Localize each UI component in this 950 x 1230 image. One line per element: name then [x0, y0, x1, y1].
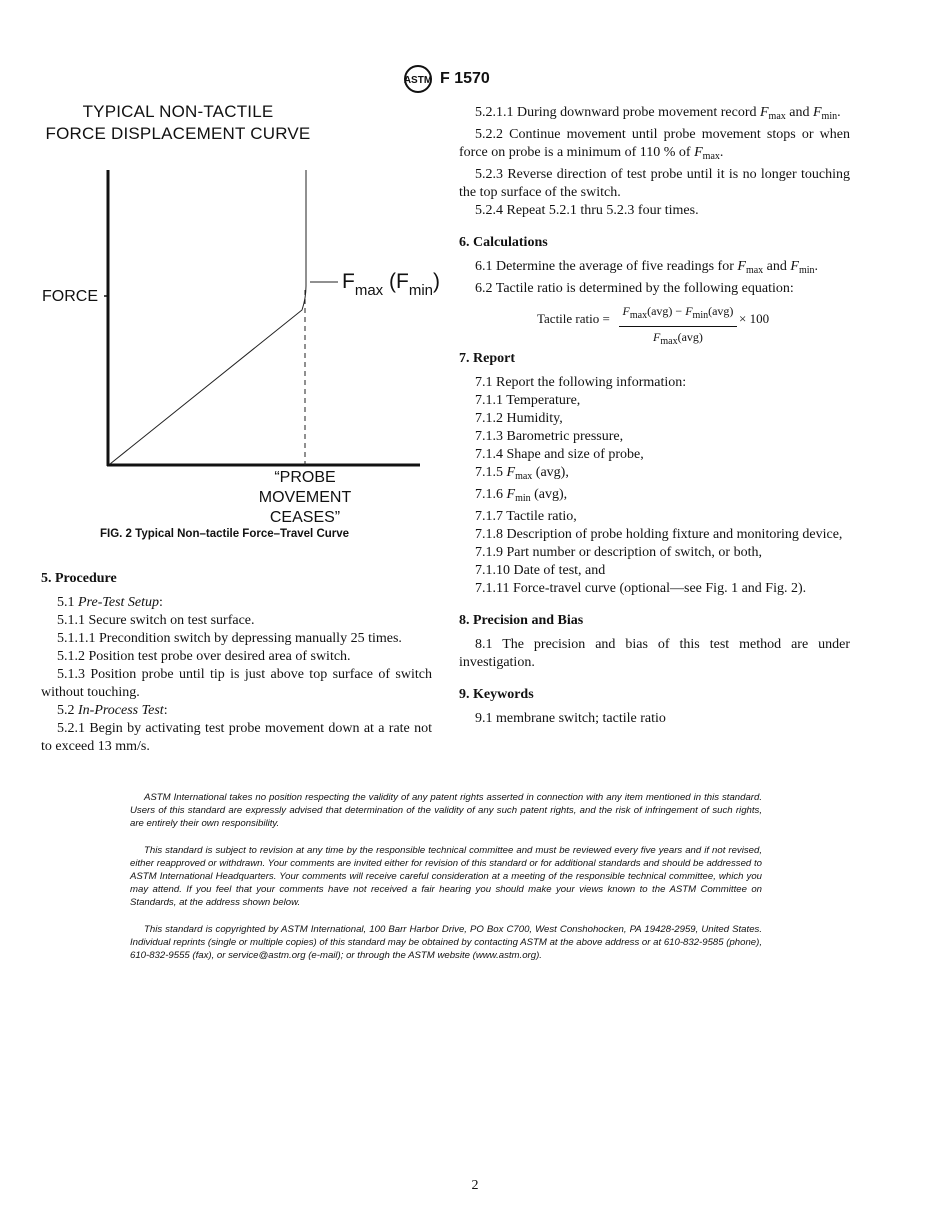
- para-7-1-6: 7.1.6 $F_{min}$ (avg),: [475, 487, 568, 504]
- revision-notice: This standard is subject to revision at any time by the responsible technical committee and must be reviewed every five years and if not revised, either reapproved or withdrawn. Your comments are invited either for revision of this standard or for additional standards and should be addressed to ASTM International Headquarters. Your comments will receive careful consideration at a meeting of the responsible technical committee, which you may attend. If you feel that your comments have not received a fair hearing you should make your views known to the ASTM Committee on Standards, at the address shown below.: [130, 845, 762, 908]
- figure-title-line2: FORCE DISPLACEMENT CURVE: [45, 124, 311, 143]
- astm-logo-icon: [400, 64, 436, 94]
- patent-notice: ASTM International takes no position respecting the validity of any patent rights asserted in connection with any item mentioned in this standard. Users of this standard are expressly advised that determination of the validity of any such patent rights, and the risk of infringement of such rights, are entirely their own responsibility.: [130, 792, 762, 829]
- para-5-1-2: 5.1.2 Position test probe over desired area of switch.: [57, 649, 351, 664]
- section-8-heading: 8. Precision and Bias: [459, 613, 584, 628]
- para-5-1: 5.1 Pre-Test Setup:: [57, 595, 163, 610]
- page-number: 2: [471, 1178, 479, 1193]
- para-7-1-4: 7.1.4 Shape and size of probe,: [475, 447, 644, 462]
- para-8-1: 8.1 The precision and bias of this test method are under investigation.: [459, 637, 850, 670]
- para-5-2: 5.2 In-Process Test:: [57, 703, 168, 718]
- force-curve: [110, 170, 306, 464]
- para-7-1: 7.1 Report the following information:: [475, 375, 687, 390]
- para-5-2-3: 5.2.3 Reverse direction of test probe until it is no longer touching the top surface of the switch.: [459, 167, 850, 200]
- figure-2: [40, 100, 441, 550]
- para-5-1-1: 5.1.1 Secure switch on test surface.: [57, 613, 255, 628]
- para-9-1: 9.1 membrane switch; tactile ratio: [475, 711, 666, 726]
- para-7-1-8: 7.1.8 Description of probe holding fixture and monitoring device,: [475, 527, 843, 542]
- y-axis-label: FORCE: [42, 288, 98, 305]
- svg-text:ASTM: ASTM: [403, 75, 433, 86]
- probe-movement-label: “PROBE MOVEMENT CEASES”: [258, 469, 352, 526]
- right-column: [459, 104, 850, 728]
- figure-caption: FIG. 2 Typical Non–tactile Force–Travel Curve: [100, 528, 350, 540]
- section-9-heading: 9. Keywords: [459, 687, 534, 702]
- section-6-heading: 6. Calculations: [459, 235, 548, 250]
- para-7-1-2: 7.1.2 Humidity,: [475, 411, 563, 426]
- para-7-1-10: 7.1.10 Date of test, and: [475, 563, 606, 578]
- para-5-1-1-1: 5.1.1.1 Precondition switch by depressing manually 25 times.: [57, 631, 402, 646]
- para-7-1-3: 7.1.3 Barometric pressure,: [475, 429, 624, 444]
- page-header: [0, 64, 950, 96]
- para-5-1-3: 5.1.3 Position probe until tip is just above top surface of switch without touching.: [41, 667, 432, 700]
- para-6-1: 6.1 Determine the average of five readings for $F_{max}$ and $F_{min}$.: [475, 259, 819, 276]
- para-6-2: 6.2 Tactile ratio is determined by the following equation:: [475, 281, 794, 296]
- section-7-heading: 7. Report: [459, 351, 515, 366]
- para-5-2-1: 5.2.1 Begin by activating test probe movement down at a rate not to exceed 13 mm/s.: [41, 721, 432, 754]
- para-7-1-1: 7.1.1 Temperature,: [475, 393, 581, 408]
- legal-notices: [130, 791, 762, 976]
- para-7-1-11: 7.1.11 Force-travel curve (optional—see Fig. 1 and Fig. 2).: [475, 581, 807, 596]
- para-5-2-2: 5.2.2 Continue movement until probe movement stops or when force on probe is a minimum of 110 % of $F_{max}$.: [459, 127, 850, 162]
- copyright-notice: This standard is copyrighted by ASTM International, 100 Barr Harbor Drive, PO Box C700, West Conshohocken, PA 19428-2959, United States. Individual reprints (single or multiple copies) of this standard may be obtained by contacting ASTM at the above address or at 610-832-9585 (phone), 610-832-9555 (fax), or service@astm.org (e-mail); or through the ASTM website (www.astm.org).: [130, 924, 762, 961]
- para-7-1-5: 7.1.5 $F_{max}$ (avg),: [475, 465, 569, 482]
- section-5-heading: 5. Procedure: [41, 571, 117, 586]
- left-column: [41, 570, 432, 756]
- para-7-1-9: 7.1.9 Part number or description of switch, or both,: [475, 545, 762, 560]
- standard-designation: F 1570: [440, 70, 490, 87]
- para-7-1-7: 7.1.7 Tactile ratio,: [475, 509, 577, 524]
- para-5-2-4: 5.2.4 Repeat 5.2.1 thru 5.2.3 four times.: [475, 203, 699, 218]
- force-travel-curve: [40, 100, 432, 550]
- tactile-ratio-equation: Tactile ratio = $F_{max}(avg) - F_{min}(avg)$ $F_{max}(avg)$ × 100: [537, 304, 770, 347]
- para-5-2-1-1: 5.2.1.1 During downward probe movement record $F_{max}$ and $F_{min}$.: [475, 105, 841, 122]
- figure-title-line1: TYPICAL NON-TACTILE: [82, 102, 274, 121]
- fmax-fmin-label: $F_{max}$ $(F_{min})$: [342, 270, 441, 299]
